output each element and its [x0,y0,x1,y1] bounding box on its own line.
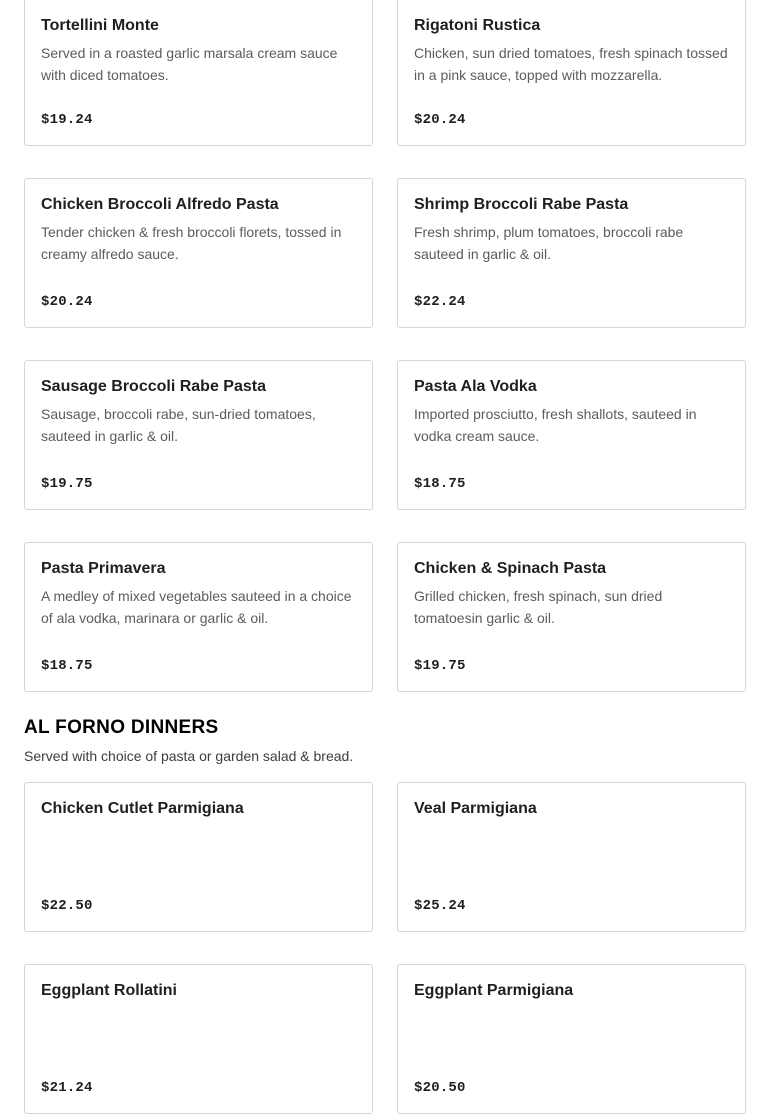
menu-item-card[interactable] [397,360,746,510]
menu-item-name: Chicken Broccoli Alfredo Pasta [41,196,279,213]
menu-item-description: Imported prosciutto, fresh shallots, sauteed in vodka cream sauce. [414,406,697,444]
menu-item-name: Pasta Primavera [41,560,166,577]
menu-item-price: $20.24 [414,112,466,128]
menu-item-name: Sausage Broccoli Rabe Pasta [41,378,266,395]
pasta-items-grid [24,0,746,692]
menu-item-card[interactable] [24,0,373,146]
menu-item-card[interactable] [24,542,373,692]
menu-item-card[interactable] [24,178,373,328]
menu-item-price: $18.75 [414,476,466,492]
menu-item-card[interactable] [24,782,373,932]
menu-item-name: Rigatoni Rustica [414,17,541,34]
menu-item-name: Eggplant Parmigiana [414,982,574,999]
al-forno-items-grid [24,782,746,1114]
menu-item-description: Tender chicken & fresh broccoli florets, tossed in creamy alfredo sauce. [41,224,342,262]
menu-item-description: A medley of mixed vegetables sauteed in a choice of ala vodka, marinara or garlic & oil. [41,588,352,626]
menu-item-price: $22.50 [41,898,93,914]
section-title: AL FORNO DINNERS [24,717,219,738]
menu-item-name: Veal Parmigiana [414,800,537,817]
menu-page [24,0,746,1114]
menu-item-price: $25.24 [414,898,466,914]
menu-item-price: $22.24 [414,294,466,310]
menu-item-description: Fresh shrimp, plum tomatoes, broccoli rabe sauteed in garlic & oil. [414,224,684,262]
menu-item-description: Sausage, broccoli rabe, sun-dried tomatoes, sauteed in garlic & oil. [41,406,316,444]
menu-item-price: $18.75 [41,658,93,674]
menu-item-name: Shrimp Broccoli Rabe Pasta [414,196,629,213]
menu-item-price: $19.75 [41,476,93,492]
section-subtitle: Served with choice of pasta or garden salad & bread. [24,748,354,764]
menu-item-card[interactable] [397,964,746,1114]
menu-item-name: Eggplant Rollatini [41,982,177,999]
al-forno-section [24,716,746,1114]
menu-item-card[interactable] [24,360,373,510]
menu-item-card[interactable] [397,0,746,146]
menu-item-price: $19.24 [41,112,93,128]
menu-item-card[interactable] [397,542,746,692]
menu-item-description: Served in a roasted garlic marsala cream sauce with diced tomatoes. [41,45,338,83]
menu-item-card[interactable] [397,782,746,932]
menu-item-price: $20.50 [414,1080,466,1096]
menu-item-card[interactable] [24,964,373,1114]
menu-item-description: Chicken, sun dried tomatoes, fresh spinach tossed in a pink sauce, topped with mozzarella. [414,45,728,83]
menu-item-price: $19.75 [414,658,466,674]
menu-item-price: $21.24 [41,1080,93,1096]
menu-item-card[interactable] [397,178,746,328]
menu-item-description: Grilled chicken, fresh spinach, sun dried tomatoesin garlic & oil. [414,588,663,626]
menu-item-name: Pasta Ala Vodka [414,378,537,395]
menu-item-name: Chicken Cutlet Parmigiana [41,800,244,817]
menu-item-name: Chicken & Spinach Pasta [414,560,607,577]
menu-item-name: Tortellini Monte [41,17,159,34]
menu-item-price: $20.24 [41,294,93,310]
